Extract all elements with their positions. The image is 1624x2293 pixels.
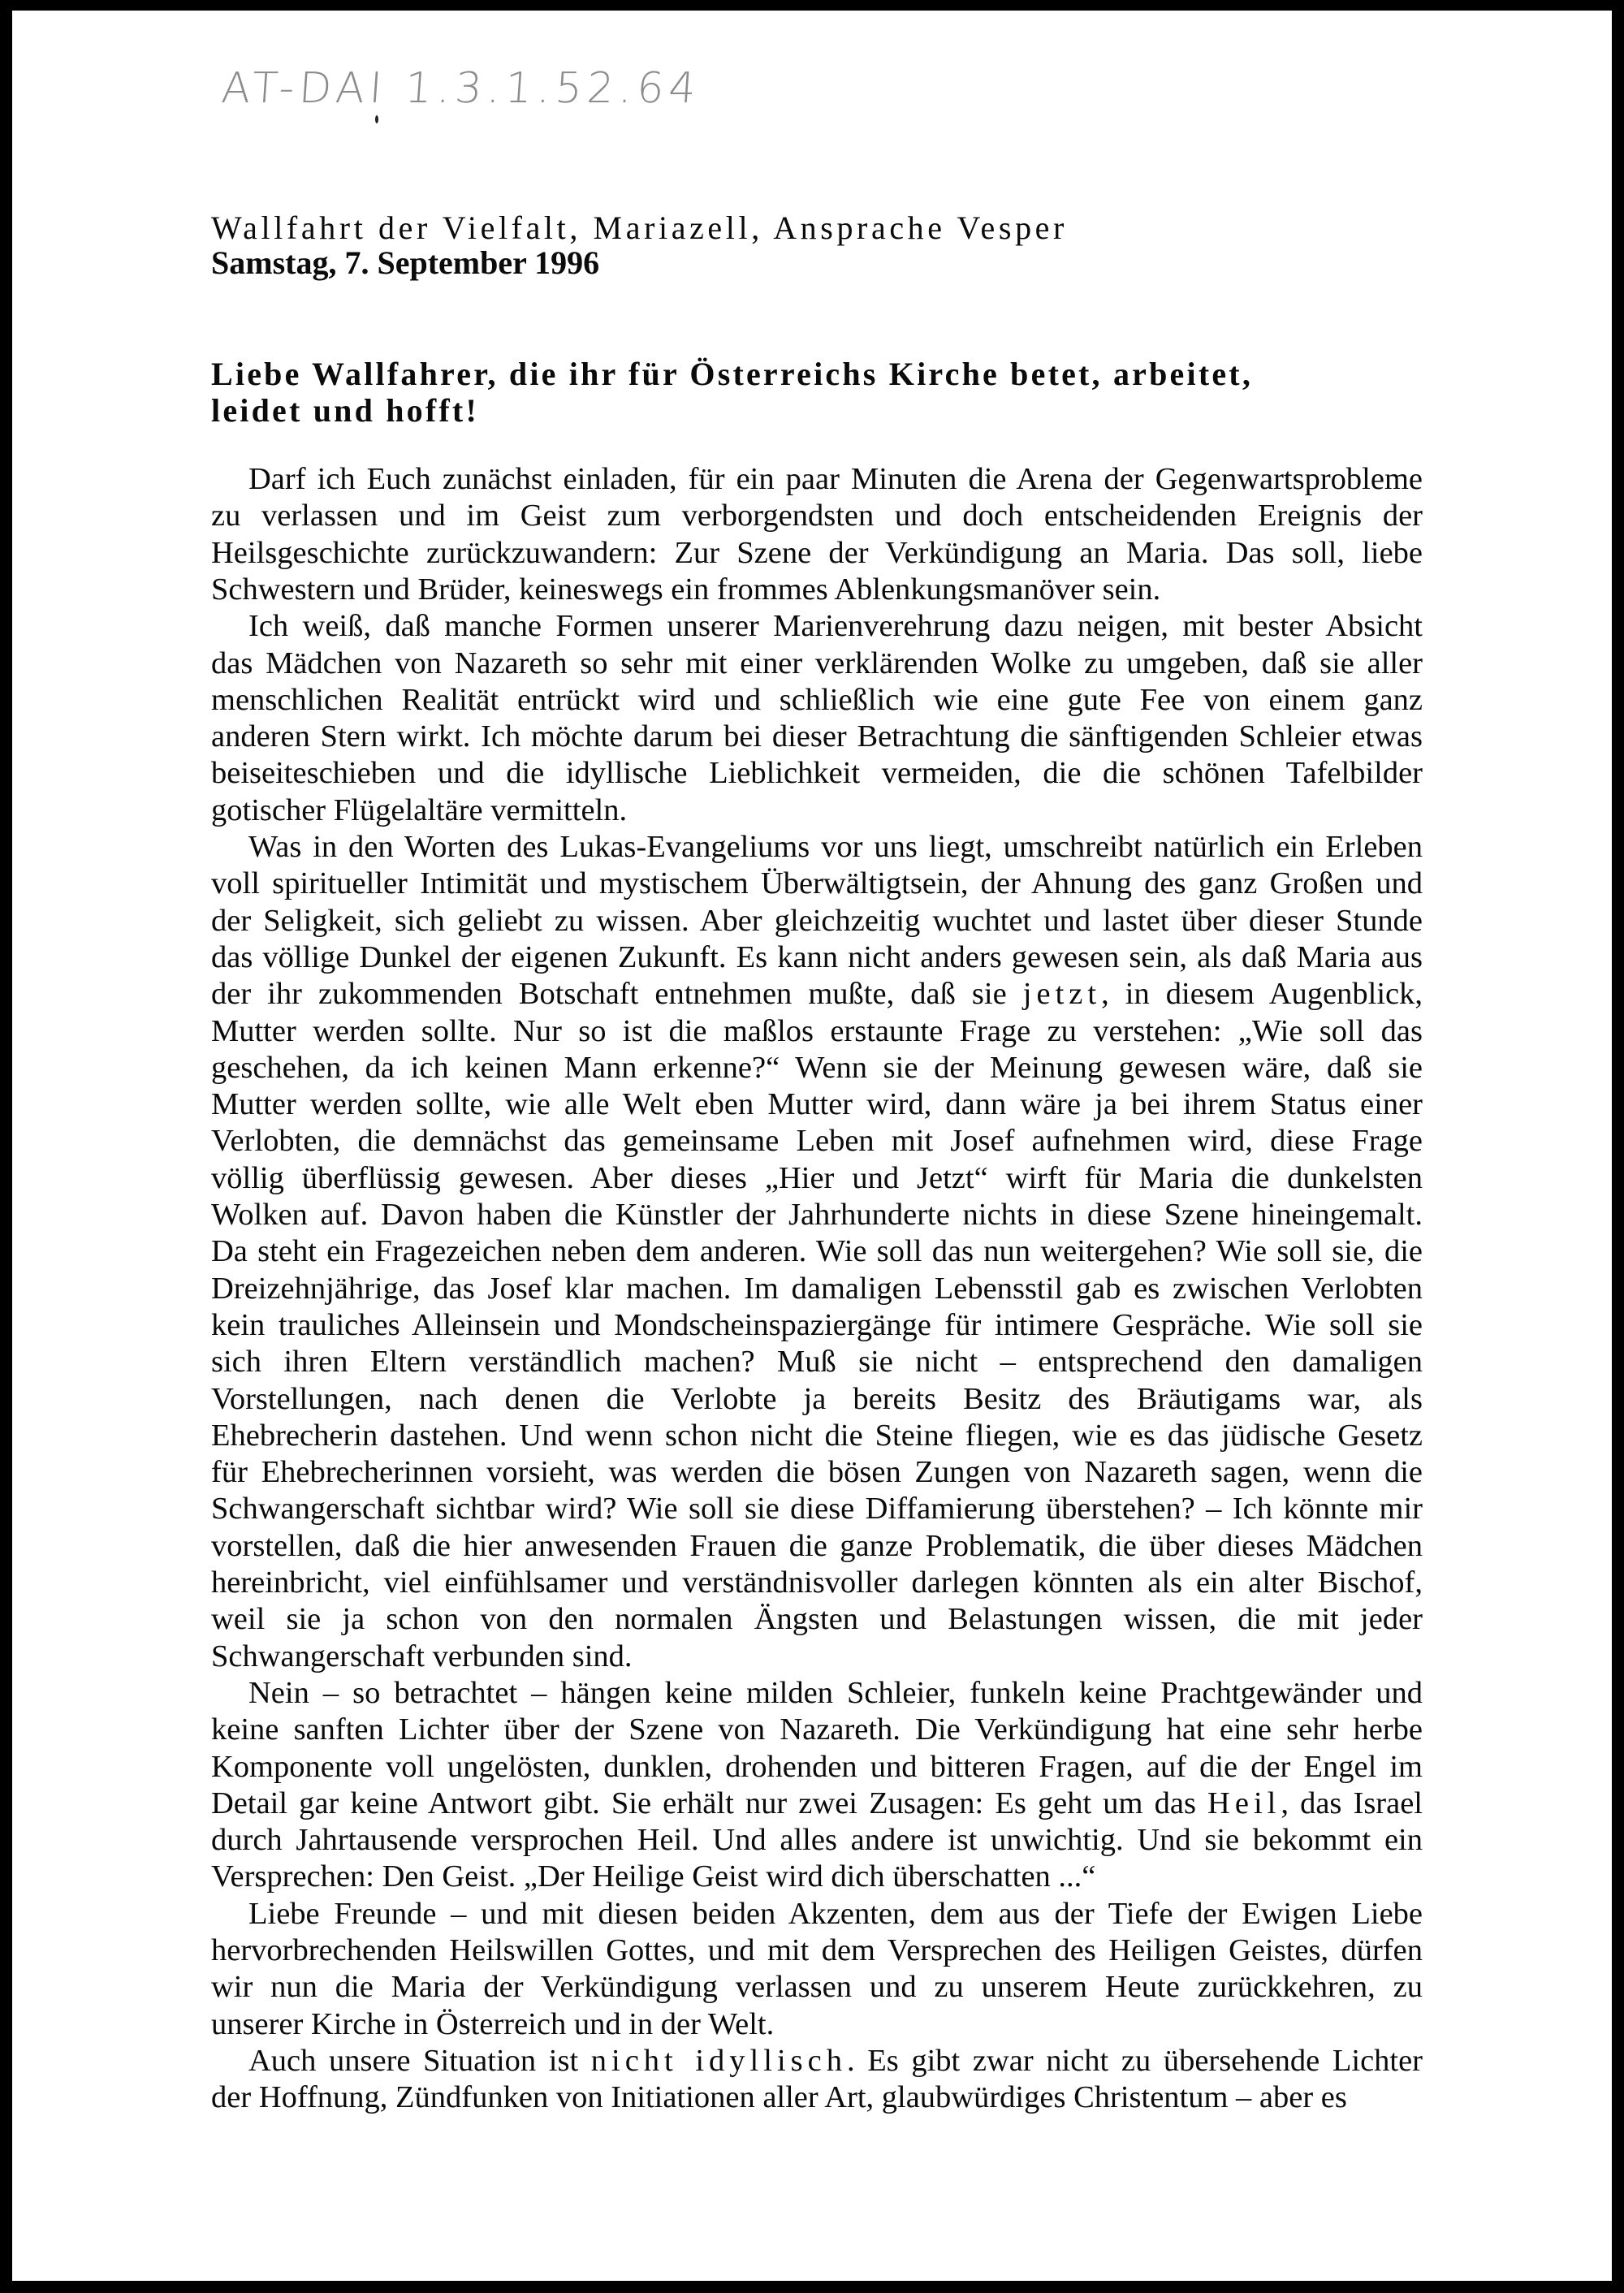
text-run: der Hoffnung, Zündfunken von Initiationen aller Art, glaubwürdiges Christentum – aber es bbox=[211, 2080, 1347, 2115]
text-run: beiseiteschieben und die idyllische Lieblichkeit vermeiden, die die schönen Tafelbilder bbox=[211, 756, 1423, 791]
text-run: Ich weiß, daß manche Formen unserer Marienverehrung dazu neigen, mit bester Absicht bbox=[248, 609, 1423, 644]
scan-speck bbox=[375, 115, 378, 123]
scanned-page bbox=[12, 11, 1612, 2281]
body-line bbox=[211, 1639, 1423, 1675]
body-line bbox=[211, 1013, 1423, 1050]
text-run: Versprechen: Den Geist. „Der Heilige Geist wird dich überschatten ...“ bbox=[211, 1859, 1096, 1894]
text-run: geschehen, da ich keinen Mann erkenne?“ Wenn sie der Meinung gewesen wäre, daß sie bbox=[211, 1050, 1423, 1085]
body-line bbox=[211, 1344, 1423, 1380]
text-run: Liebe Freunde – und mit diesen beiden Akzenten, dem aus der Tiefe der Ewigen Liebe bbox=[248, 1896, 1423, 1931]
text-run: zu verlassen und im Geist zum verborgendsten und doch entscheidenden Ereignis der bbox=[211, 499, 1423, 533]
body-line bbox=[211, 1307, 1423, 1344]
emphasized-spaced-text: nicht idyllisch bbox=[590, 2043, 847, 2078]
body-line bbox=[211, 1086, 1423, 1123]
body-line bbox=[211, 1050, 1423, 1086]
body-line bbox=[211, 903, 1423, 939]
text-run: Detail gar keine Antwort gibt. Sie erhält nur zwei Zusagen: Es geht um das bbox=[211, 1786, 1208, 1820]
text-run: . Es gibt zwar nicht zu übersehende Lichter bbox=[846, 2043, 1423, 2078]
body-line bbox=[211, 1454, 1423, 1491]
text-run: der ihr zukommenden Botschaft entnehmen mußte, daß sie bbox=[211, 977, 1023, 1012]
body-line bbox=[211, 535, 1423, 572]
text-run: Verlobten, die demnächst das gemeinsame Leben mit Josef aufnehmen wird, diese Frage bbox=[211, 1124, 1423, 1159]
text-run: der Seligkeit, sich geliebt zu wissen. Aber gleichzeitig wuchtet und lastet über dieser Stunde bbox=[211, 903, 1423, 938]
text-run: Vorstellungen, nach denen die Verlobte ja bereits Besitz des Bräutigams war, als bbox=[211, 1381, 1423, 1416]
body-line bbox=[211, 1932, 1423, 1969]
body-line bbox=[211, 2079, 1423, 2116]
document-date: Samstag, 7. September 1996 bbox=[211, 244, 600, 281]
body-line bbox=[211, 1969, 1423, 2006]
body-line bbox=[211, 829, 1423, 866]
body-line bbox=[211, 608, 1423, 645]
body-line bbox=[211, 1160, 1423, 1197]
text-run: wir nun die Maria der Verkündigung verlassen und zu unserem Heute zurückkehren, zu bbox=[211, 1970, 1423, 2005]
text-run: durch Jahrtausende versprochen Heil. Und alles andere ist unwichtig. Und sie bekommt ein bbox=[211, 1823, 1423, 1858]
text-run: hereinbricht, viel einfühlsamer und verständnisvoller darlegen könnten als ein alter Bischof, bbox=[211, 1565, 1423, 1600]
body-line bbox=[211, 498, 1423, 534]
text-run: anderen Stern wirkt. Ich möchte darum bei dieser Betrachtung die sänftigenden Schleier etwas bbox=[211, 719, 1423, 754]
text-run: unserer Kirche in Österreich und in der Welt. bbox=[211, 2006, 775, 2041]
text-run: Ehebrecherin dastehen. Und wenn schon nicht die Steine fliegen, wie es das jüdische Gesetz bbox=[211, 1418, 1423, 1453]
text-run: Mutter werden sollte. Nur so ist die maßlos erstaunte Frage zu verstehen: „Wie soll das bbox=[211, 1013, 1423, 1048]
text-run: , das Israel bbox=[1281, 1786, 1423, 1820]
body-line bbox=[211, 1786, 1423, 1822]
text-run: das Mädchen von Nazareth so sehr mit einer verklärenden Wolke zu umgeben, daß sie aller bbox=[211, 646, 1423, 680]
text-run: das völlige Dunkel der eigenen Zukunft. Es kann nicht anders gewesen sein, als daß Maria aus bbox=[211, 939, 1423, 974]
text-run: für Ehebrecherinnen vorsieht, was werden die bösen Zungen von Nazareth sagen, wenn die bbox=[211, 1455, 1423, 1490]
greeting-line-2: leidet und hofft! bbox=[211, 392, 479, 429]
text-run: Schwangerschaft verbunden sind. bbox=[211, 1639, 633, 1673]
text-run: Heilsgeschichte zurückzuwandern: Zur Szene der Verkündigung an Maria. Das soll, liebe bbox=[211, 535, 1423, 570]
body-line bbox=[211, 1749, 1423, 1786]
body-line bbox=[211, 866, 1423, 902]
text-run: gotischer Flügelaltäre vermitteln. bbox=[211, 792, 628, 827]
body-line bbox=[211, 1896, 1423, 1932]
text-run: vorstellen, daß die hier anwesenden Frauen die ganze Problematik, die über dieses Mädchen bbox=[211, 1528, 1423, 1563]
text-run: Schwangerschaft sichtbar wird? Wie soll sie diese Diffamierung überstehen? – Ich könnte mir bbox=[211, 1492, 1423, 1527]
text-run: sich ihren Eltern verständlich machen? Muß sie nicht – entsprechend den damaligen bbox=[211, 1345, 1423, 1380]
body-line bbox=[211, 461, 1423, 498]
body-line bbox=[211, 646, 1423, 682]
body-line bbox=[211, 1528, 1423, 1565]
text-run: , in diesem Augenblick, bbox=[1101, 977, 1423, 1012]
body-line bbox=[211, 1859, 1423, 1895]
text-run: hervorbrechenden Heilswillen Gottes, und mit dem Versprechen des Heiligen Geistes, dürfen bbox=[211, 1933, 1423, 1967]
body-line bbox=[211, 1233, 1423, 1270]
text-run: Dreizehnjährige, das Josef klar machen. Im damaligen Lebensstil gab es zwischen Verlobten bbox=[211, 1271, 1423, 1306]
text-run: voll spiritueller Intimität und mystischem Überwältigtsein, der Ahnung des ganz Großen und bbox=[211, 866, 1423, 901]
text-run: Nein – so betrachtet – hängen keine milden Schleier, funkeln keine Prachtgewänder und bbox=[248, 1675, 1423, 1710]
text-run: Was in den Worten des Lukas-Evangeliums vor uns liegt, umschreibt natürlich ein Erleben bbox=[248, 830, 1423, 864]
body-line bbox=[211, 682, 1423, 719]
text-run: keine sanften Lichter über der Szene von Nazareth. Die Verkündigung hat eine sehr herbe bbox=[211, 1712, 1423, 1747]
body-line bbox=[211, 1271, 1423, 1307]
body-line bbox=[211, 1675, 1423, 1712]
document-title: Wallfahrt der Vielfalt, Mariazell, Ansprache Vesper bbox=[211, 209, 1068, 246]
text-run: Darf ich Euch zunächst einladen, für ein paar Minuten die Arena der Gegenwartsprobleme bbox=[248, 462, 1423, 496]
body-line bbox=[211, 755, 1423, 792]
text-run: Auch unsere Situation ist bbox=[248, 2043, 591, 2078]
body-line bbox=[211, 792, 1423, 829]
text-run: Komponente voll ungelösten, dunklen, drohenden und bitteren Fragen, auf die der Engel im bbox=[211, 1749, 1423, 1784]
text-run: Mutter werden sollte, wie alle Welt eben Mutter wird, dann wäre ja bei ihrem Status einer bbox=[211, 1087, 1423, 1122]
body-line bbox=[211, 2006, 1423, 2043]
body-line bbox=[211, 1197, 1423, 1233]
emphasized-spaced-text: Heil bbox=[1207, 1786, 1281, 1820]
handwritten-archive-number: AT-DAI 1.3.1.52.64 bbox=[219, 64, 702, 113]
body-line bbox=[211, 1601, 1423, 1638]
body-line bbox=[211, 2043, 1423, 2079]
greeting-line-1: Liebe Wallfahrer, die ihr für Österreichs Kirche betet, arbeitet, bbox=[211, 356, 1254, 392]
body-line bbox=[211, 1123, 1423, 1159]
text-run: menschlichen Realität entrückt wird und schließlich wie eine gute Fee von einem ganz bbox=[211, 682, 1423, 717]
text-run: kein trauliches Alleinsein und Mondscheinspaziergänge für intimere Gespräche. Wie soll sie bbox=[211, 1307, 1423, 1342]
body-line bbox=[211, 1381, 1423, 1418]
body-line bbox=[211, 939, 1423, 976]
text-run: weil sie ja schon von den normalen Ängsten und Belastungen wissen, die mit jeder bbox=[211, 1602, 1423, 1637]
body-line bbox=[211, 1822, 1423, 1859]
body-line bbox=[211, 976, 1423, 1013]
text-run: völlig überflüssig gewesen. Aber dieses „Hier und Jetzt“ wirft für Maria die dunkelsten bbox=[211, 1160, 1423, 1195]
text-run: Wolken auf. Davon haben die Künstler der Jahrhunderte nichts in diese Szene hineingemalt. bbox=[211, 1198, 1423, 1232]
body-line bbox=[211, 719, 1423, 755]
text-run: Da steht ein Fragezeichen neben dem anderen. Wie soll das nun weitergehen? Wie soll sie, die bbox=[211, 1234, 1423, 1269]
body-line bbox=[211, 1491, 1423, 1527]
body-line bbox=[211, 1712, 1423, 1748]
body-line bbox=[211, 572, 1423, 608]
emphasized-spaced-text: jetzt bbox=[1022, 977, 1102, 1012]
body-line bbox=[211, 1418, 1423, 1454]
body-line bbox=[211, 1565, 1423, 1601]
text-run: Schwestern und Brüder, keineswegs ein frommes Ablenkungsmanöver sein. bbox=[211, 572, 1161, 607]
